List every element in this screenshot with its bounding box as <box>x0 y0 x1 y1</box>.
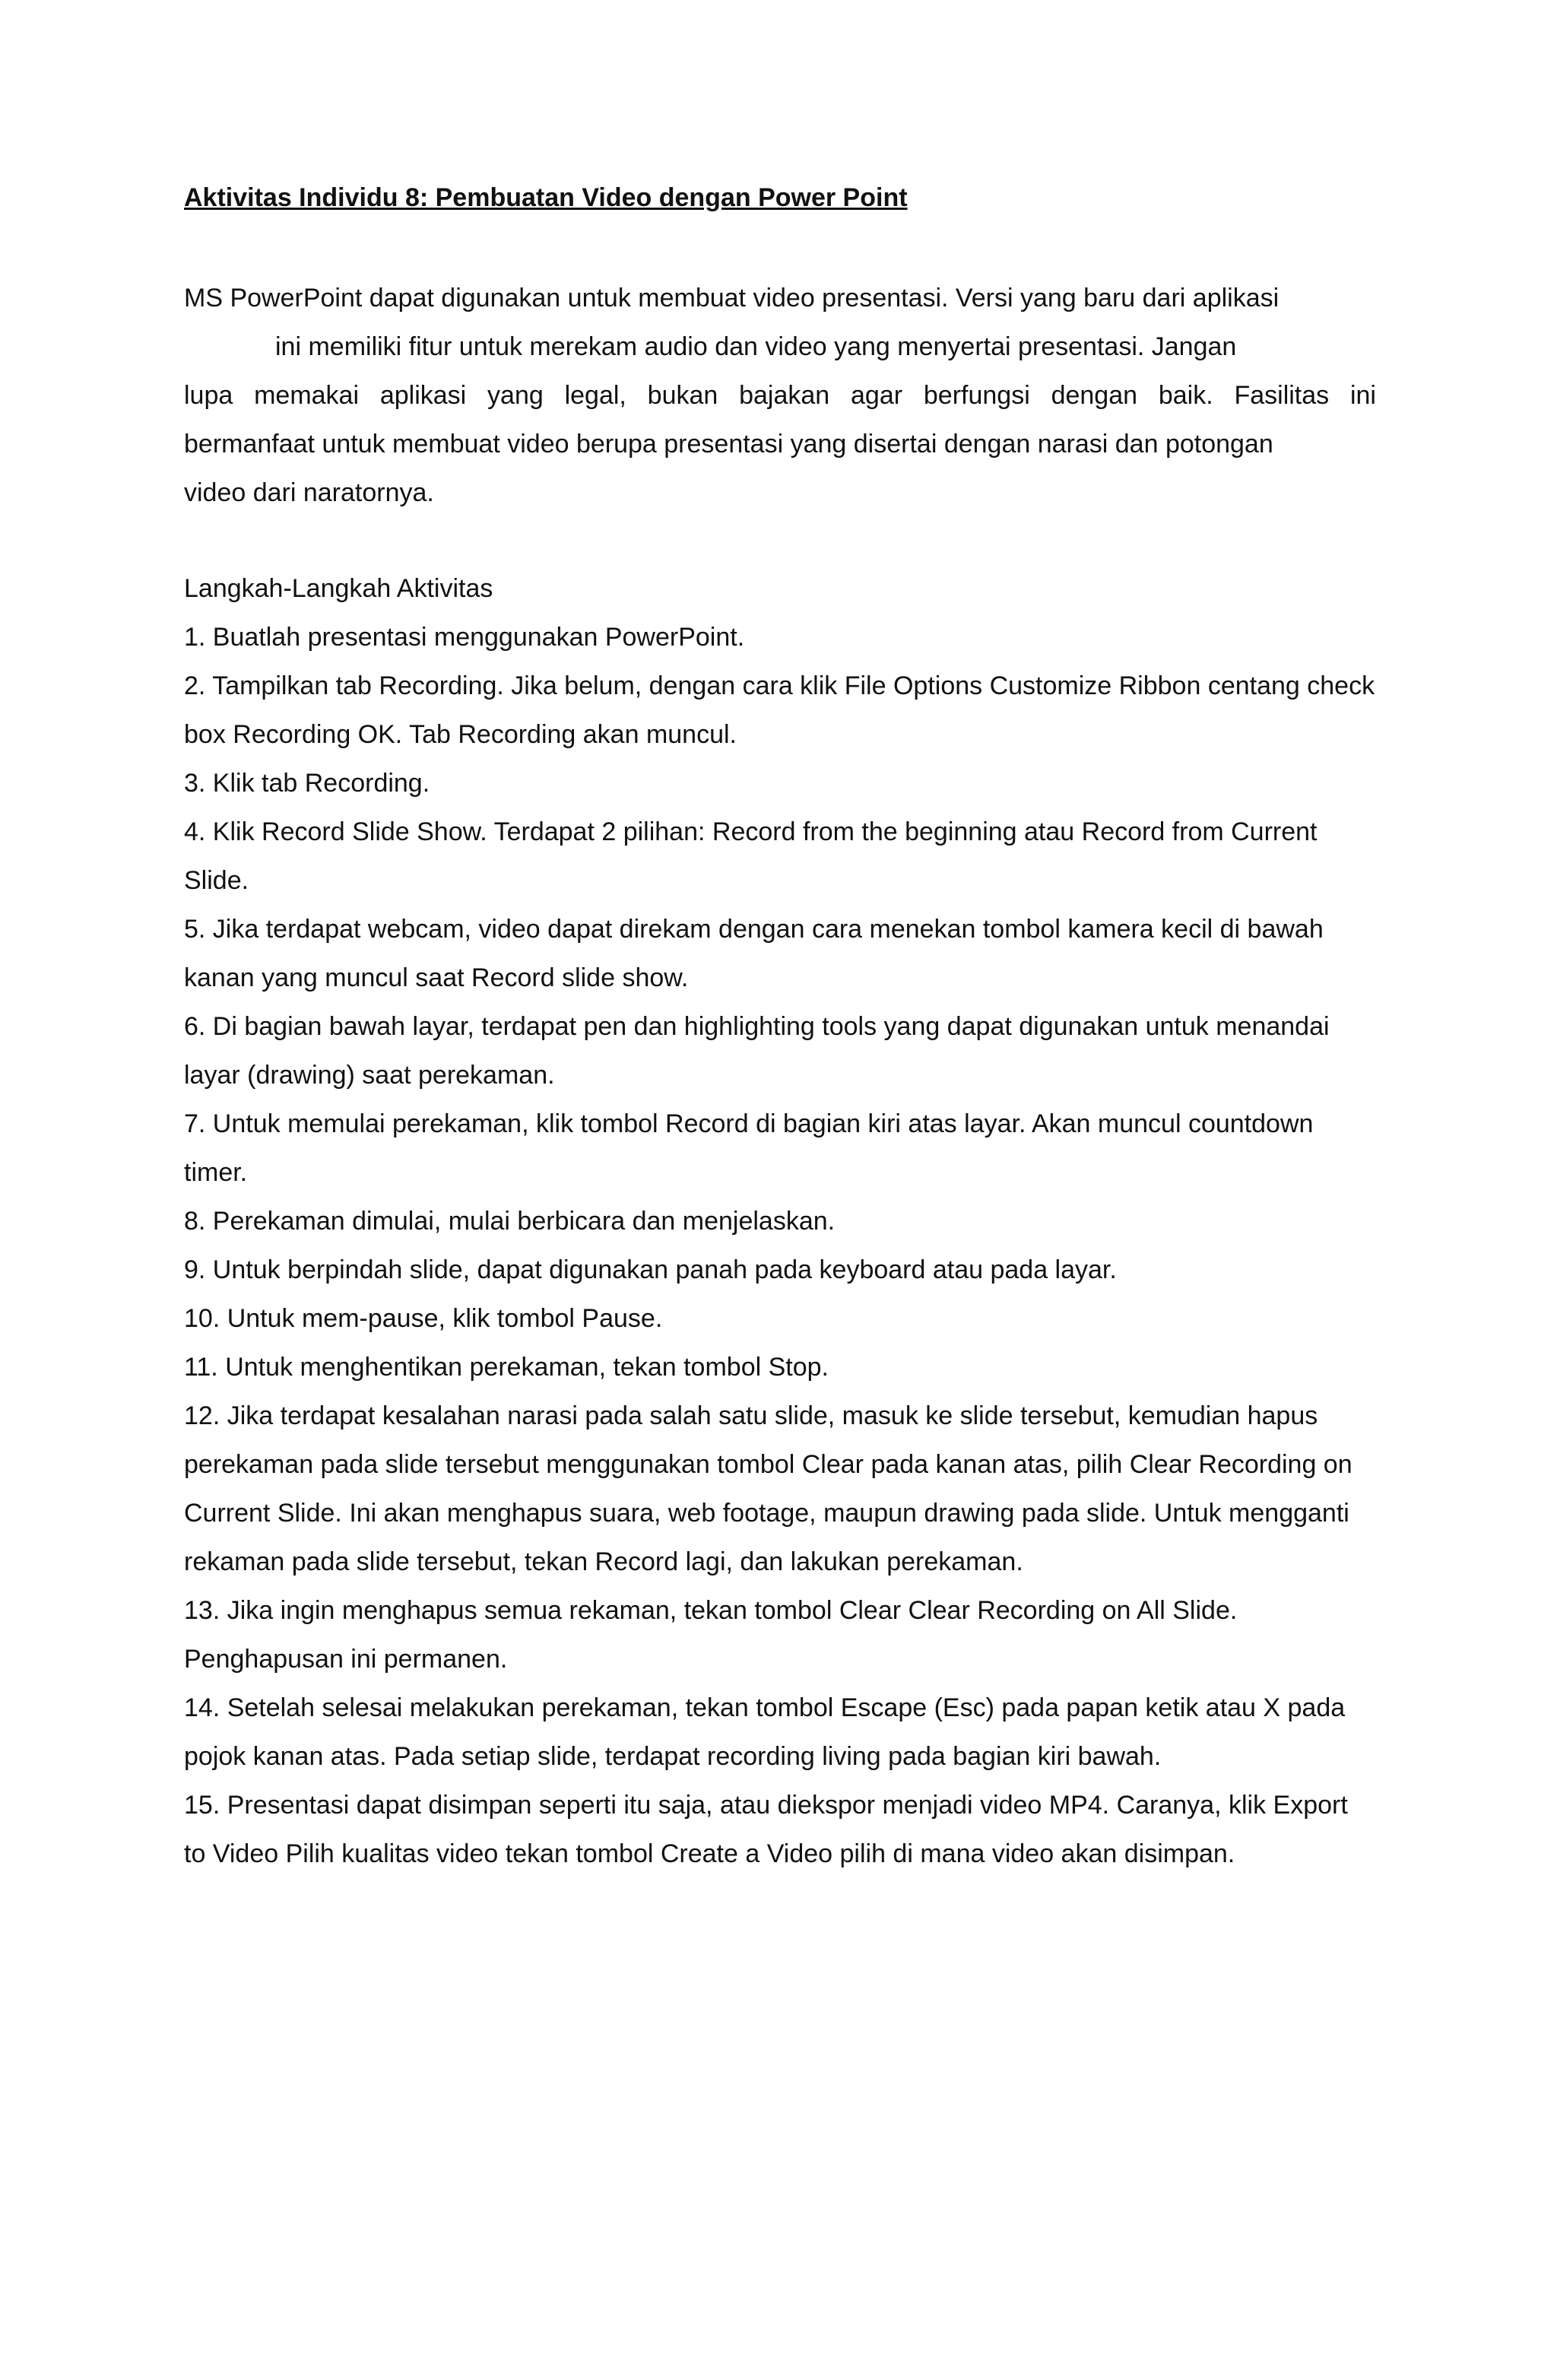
step-item-4: 4. Klik Record Slide Show. Terdapat 2 pilihan: Record from the beginning atau Record from Current Slide. <box>184 817 1318 895</box>
step-item-6: 6. Di bagian bawah layar, terdapat pen dan highlighting tools yang dapat digunakan untuk menandai layar (drawing) saat perekaman. <box>184 1012 1330 1090</box>
step-item-2: 2. Tampilkan tab Recording. Jika belum, dengan cara klik File Options Customize Ribbon centang check box Recording OK. Tab Recording akan muncul. <box>184 671 1375 749</box>
intro-line-2: ini memiliki fitur untuk merekam audio dan video yang menyertai presentasi. Jangan <box>275 332 1237 361</box>
step-item-10: 10. Untuk mem-pause, klik tombol Pause. <box>184 1304 663 1333</box>
document-content <box>184 179 1376 1878</box>
step-item-11: 11. Untuk menghentikan perekaman, tekan tombol Stop. <box>184 1353 829 1382</box>
step-item-7: 7. Untuk memulai perekaman, klik tombol Record di bagian kiri atas layar. Akan muncul countdown timer. <box>184 1109 1314 1187</box>
intro-line-1: MS PowerPoint dapat digunakan untuk membuat video presentasi. Versi yang baru dari aplikasi <box>184 284 1280 313</box>
step-item-8: 8. Perekaman dimulai, mulai berbicara dan menjelaskan. <box>184 1207 836 1236</box>
step-item-5: 5. Jika terdapat webcam, video dapat direkam dengan cara menekan tombol kamera kecil di bawah kanan yang muncul saat Record slide show. <box>184 915 1324 992</box>
intro-line-4: bermanfaat untuk membuat video berupa presentasi yang disertai dengan narasi dan potongan <box>184 430 1273 459</box>
step-item-12: 12. Jika terdapat kesalahan narasi pada salah satu slide, masuk ke slide tersebut, kemudian hapus perekaman pada slide tersebut menggunakan tombol Clear pada kanan atas, pilih Clear Recording on Current Slide. Ini akan menghapus suara, web footage, maupun drawing pada slide. Untuk mengganti rekaman pada slide tersebut, tekan Record lagi, dan lakukan perekaman. <box>184 1401 1352 1576</box>
intro-line-5: video dari naratornya. <box>184 478 434 507</box>
step-item-1: 1. Buatlah presentasi menggunakan PowerPoint. <box>184 623 745 652</box>
step-item-14: 14. Setelah selesai melakukan perekaman, tekan tombol Escape (Esc) pada papan ketik atau X pada pojok kanan atas. Pada setiap slide, terdapat recording living pada bagian kiri bawah. <box>184 1693 1346 1771</box>
steps-list <box>184 613 1376 1878</box>
intro-paragraph <box>184 274 1376 517</box>
intro-line-3: lupa memakai aplikasi yang legal, bukan bajakan agar berfungsi dengan baik. Fasilitas ini <box>184 381 1376 410</box>
document-title: Aktivitas Individu 8: Pembuatan Video dengan Power Point <box>184 183 908 212</box>
step-item-13: 13. Jika ingin menghapus semua rekaman, tekan tombol Clear Clear Recording on All Slide. Penghapusan ini permanen. <box>184 1596 1238 1674</box>
step-item-3: 3. Klik tab Recording. <box>184 769 430 798</box>
step-item-15: 15. Presentasi dapat disimpan seperti itu saja, atau diekspor menjadi video MP4. Caranya, klik Export to Video Pilih kualitas video tekan tombol Create a Video pilih di mana video akan disimpan. <box>184 1791 1348 1868</box>
step-item-9: 9. Untuk berpindah slide, dapat digunakan panah pada keyboard atau pada layar. <box>184 1255 1117 1284</box>
steps-heading: Langkah-Langkah Aktivitas <box>184 574 493 603</box>
